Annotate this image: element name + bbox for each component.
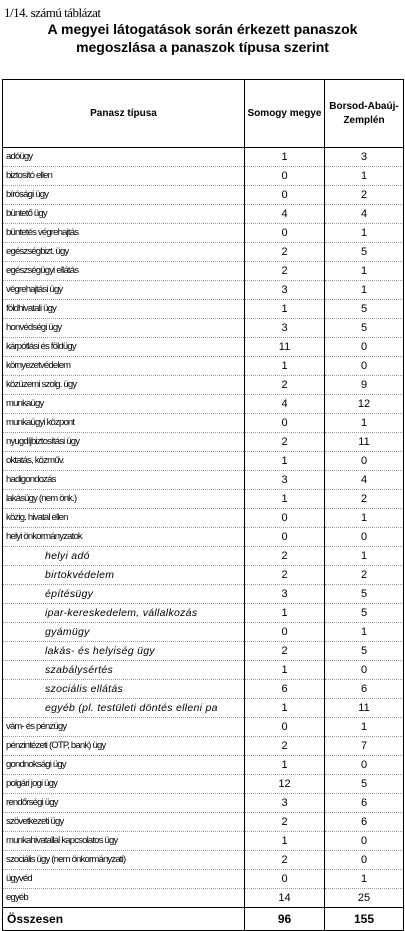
table-row [3,300,404,319]
table-row [3,832,404,851]
row-borsod-value: 6 [325,794,404,813]
table-row [3,699,404,718]
total-somogy: 96 [245,908,325,931]
row-borsod-value: 25 [325,889,404,908]
header-type: Panasz típusa [3,80,245,148]
table-row [3,623,404,642]
row-borsod-value: 4 [325,471,404,490]
header-borsod: Borsod-Abaúj-Zemplén [325,80,404,148]
table-row [3,414,404,433]
row-somogy-value: 2 [245,851,325,870]
row-borsod-value: 0 [325,661,404,680]
row-borsod-value: 0 [325,357,404,376]
row-somogy-value: 1 [245,699,325,718]
row-borsod-value: 5 [325,319,404,338]
header-somogy: Somogy megye [245,80,325,148]
row-type-label: hadigondozás [3,471,245,490]
row-borsod-value: 1 [325,623,404,642]
table-row [3,680,404,699]
row-somogy-value: 0 [245,167,325,186]
table-row [3,148,404,167]
row-borsod-value: 5 [325,243,404,262]
row-type-label: pénzintézeti (OTP, bank) ügy [3,737,245,756]
row-type-label: honvédségi ügy [3,319,245,338]
row-somogy-value: 0 [245,186,325,205]
table-row [3,452,404,471]
table-row [3,585,404,604]
row-type-label: gondnoksági ügy [3,756,245,775]
row-borsod-value: 0 [325,756,404,775]
table-row [3,547,404,566]
table-row [3,870,404,889]
table-row [3,357,404,376]
title-line-1: A megyei látogatások során érkezett panaszok [47,21,358,37]
row-borsod-value: 11 [325,699,404,718]
row-somogy-value: 0 [245,623,325,642]
table-row [3,186,404,205]
table-row [3,642,404,661]
row-somogy-value: 0 [245,509,325,528]
row-borsod-value: 5 [325,585,404,604]
table-row [3,737,404,756]
table-row [3,794,404,813]
row-type-label: munkahivatallal kapcsolatos ügy [3,832,245,851]
row-type-label: egyéb (pl. testületi döntés elleni pa [3,699,245,718]
row-type-label: szociális ellátás [3,680,245,699]
row-type-label: büntető ügy [3,205,245,224]
row-type-label: szabálysértés [3,661,245,680]
table-row [3,224,404,243]
row-borsod-value: 1 [325,414,404,433]
row-type-label: biztosító ellen [3,167,245,186]
table-row [3,338,404,357]
row-somogy-value: 3 [245,319,325,338]
row-borsod-value: 0 [325,338,404,357]
row-type-label: rendőrségi ügy [3,794,245,813]
row-type-label: adóügy [3,148,245,167]
row-borsod-value: 9 [325,376,404,395]
title-line-2: megoszlása a panaszok típusa szerint [76,39,329,55]
row-type-label: büntetés végrehajtás [3,224,245,243]
row-type-label: gyámügy [3,623,245,642]
row-borsod-value: 7 [325,737,404,756]
row-borsod-value: 0 [325,832,404,851]
row-somogy-value: 12 [245,775,325,794]
row-type-label: helyi önkormányzatok [3,528,245,547]
complaints-table [2,79,404,931]
row-borsod-value: 2 [325,490,404,509]
row-type-label: földhivatali ügy [3,300,245,319]
table-title [0,20,405,56]
row-type-label: környezetvédelem [3,357,245,376]
row-borsod-value: 0 [325,851,404,870]
row-borsod-value: 1 [325,509,404,528]
row-somogy-value: 2 [245,433,325,452]
row-type-label: végrehajtási ügy [3,281,245,300]
row-somogy-value: 2 [245,642,325,661]
row-borsod-value: 0 [325,452,404,471]
row-type-label: nyugdíjbiztosítási ügy [3,433,245,452]
row-type-label: munkaügyi központ [3,414,245,433]
row-type-label: közig. hivatal ellen [3,509,245,528]
table-row [3,490,404,509]
row-borsod-value: 1 [325,224,404,243]
row-somogy-value: 0 [245,528,325,547]
row-borsod-value: 1 [325,718,404,737]
row-type-label: építésügy [3,585,245,604]
table-body [3,148,404,931]
row-borsod-value: 1 [325,167,404,186]
row-type-label: vám- és pénzügy [3,718,245,737]
row-type-label: szociális ügy (nem önkormányzati) [3,851,245,870]
table-row [3,889,404,908]
row-somogy-value: 11 [245,338,325,357]
row-somogy-value: 2 [245,376,325,395]
row-somogy-value: 3 [245,281,325,300]
table-row [3,718,404,737]
row-somogy-value: 2 [245,547,325,566]
row-somogy-value: 2 [245,737,325,756]
row-somogy-value: 3 [245,471,325,490]
row-borsod-value: 1 [325,870,404,889]
row-somogy-value: 1 [245,300,325,319]
total-row [3,908,404,931]
row-somogy-value: 0 [245,718,325,737]
row-somogy-value: 0 [245,224,325,243]
table-row [3,281,404,300]
table-row [3,395,404,414]
row-type-label: lakásügy (nem önk.) [3,490,245,509]
row-type-label: kárpótlási és földügy [3,338,245,357]
row-somogy-value: 3 [245,585,325,604]
table-row [3,756,404,775]
row-type-label: helyi adó [3,547,245,566]
row-type-label: ipar-kereskedelem, vállalkozás [3,604,245,623]
row-borsod-value: 1 [325,281,404,300]
row-borsod-value: 1 [325,262,404,281]
row-borsod-value: 3 [325,148,404,167]
row-type-label: közüzemi szolg. ügy [3,376,245,395]
row-somogy-value: 1 [245,661,325,680]
row-somogy-value: 2 [245,243,325,262]
table-row [3,376,404,395]
row-somogy-value: 1 [245,357,325,376]
table-row [3,509,404,528]
row-somogy-value: 2 [245,262,325,281]
row-borsod-value: 5 [325,642,404,661]
row-borsod-value: 5 [325,604,404,623]
table-row [3,813,404,832]
row-borsod-value: 2 [325,566,404,585]
table-row [3,319,404,338]
row-somogy-value: 1 [245,832,325,851]
row-somogy-value: 4 [245,395,325,414]
row-borsod-value: 0 [325,528,404,547]
total-borsod: 155 [325,908,404,931]
table-row [3,243,404,262]
table-row [3,205,404,224]
row-borsod-value: 12 [325,395,404,414]
row-somogy-value: 2 [245,813,325,832]
row-type-label: polgári jogi ügy [3,775,245,794]
table-row [3,851,404,870]
row-somogy-value: 1 [245,148,325,167]
row-type-label: oktatás, közműv. [3,452,245,471]
row-somogy-value: 0 [245,414,325,433]
table-row [3,566,404,585]
row-type-label: egészségbizt. ügy [3,243,245,262]
row-somogy-value: 1 [245,756,325,775]
row-type-label: munkaügy [3,395,245,414]
row-somogy-value: 4 [245,205,325,224]
row-type-label: birtokvédelem [3,566,245,585]
row-somogy-value: 6 [245,680,325,699]
row-type-label: egészségügyi ellátás [3,262,245,281]
row-borsod-value: 2 [325,186,404,205]
row-type-label: egyéb [3,889,245,908]
row-borsod-value: 11 [325,433,404,452]
table-row [3,167,404,186]
row-somogy-value: 14 [245,889,325,908]
header-row [3,80,404,148]
row-type-label: szövetkezeti ügy [3,813,245,832]
table-row [3,661,404,680]
row-borsod-value: 4 [325,205,404,224]
row-somogy-value: 0 [245,870,325,889]
table-row [3,262,404,281]
table-row [3,528,404,547]
row-borsod-value: 5 [325,775,404,794]
row-somogy-value: 3 [245,794,325,813]
row-somogy-value: 1 [245,452,325,471]
row-borsod-value: 5 [325,300,404,319]
row-type-label: bírósági ügy [3,186,245,205]
row-type-label: ügyvéd [3,870,245,889]
row-borsod-value: 6 [325,813,404,832]
row-somogy-value: 2 [245,566,325,585]
table-row [3,604,404,623]
table-row [3,433,404,452]
row-borsod-value: 6 [325,680,404,699]
table-caption: 1/14. számú táblázat [4,5,101,20]
table-row [3,775,404,794]
row-borsod-value: 1 [325,547,404,566]
table-row [3,471,404,490]
total-label: Összesen [3,908,245,931]
row-somogy-value: 1 [245,490,325,509]
row-somogy-value: 1 [245,604,325,623]
row-type-label: lakás- és helyiség ügy [3,642,245,661]
